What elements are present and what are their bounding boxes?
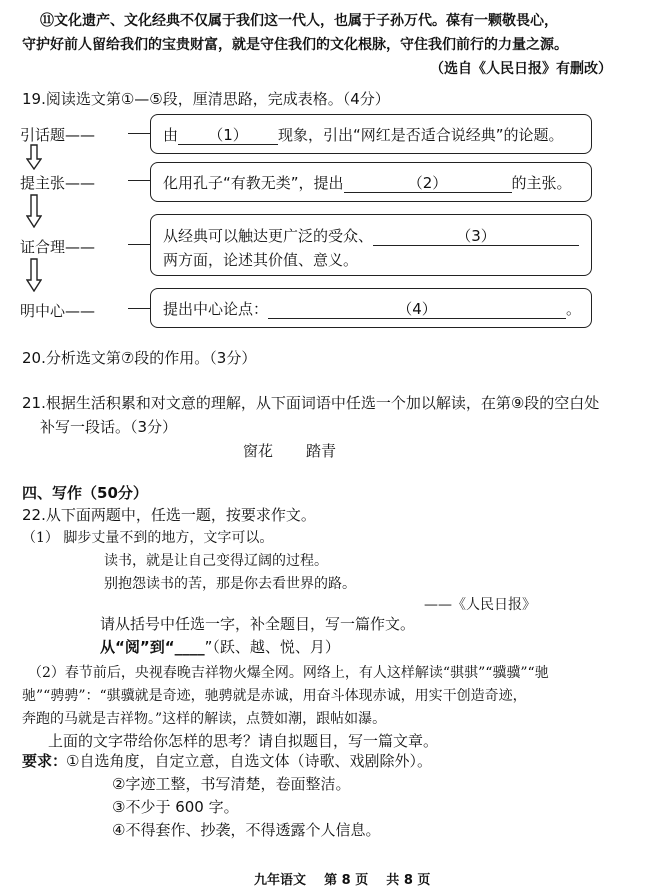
down-arrow-icon (26, 144, 42, 170)
q21-word-taqing: 踏青 (306, 442, 337, 460)
down-arrow-icon (26, 194, 42, 228)
para11-source: （选自《人民日报》有删改） (430, 61, 612, 77)
topic1-line3: 别抱怨读书的苦，那是你去看世界的路。 (104, 576, 356, 592)
topic2-line1: （2）春节前后，央视春晚吉祥物火爆全网。网络上，有人这样解读“骐骐”“骥骥”“驰 (28, 665, 549, 681)
label-ti-zhuzhang: 提主张—— (20, 174, 96, 192)
connector-line (128, 308, 150, 309)
row4-pre: 提出中心论点： (163, 300, 269, 318)
requirement-4: ④不得套作、抄袭，不得透露个人信息。 (112, 821, 381, 839)
row1-post: 现象，引出“网红是否适合说经典”的论题。 (278, 126, 564, 144)
down-arrow-icon (26, 258, 42, 292)
label-zheng-heli: 证合理—— (20, 238, 96, 256)
outline-box-2 (150, 162, 592, 202)
title-pre: 从“阅”到“ (100, 638, 175, 656)
row3-text (163, 225, 579, 246)
para11-line1: ⑪文化遗产、文化经典不仅属于我们这一代人，也属于子孙万代。葆有一颗敬畏心， (40, 13, 558, 29)
requirement-2: ②字迹工整，书写清楚，卷面整洁。 (112, 775, 351, 793)
outline-box-3 (150, 214, 592, 276)
topic1-source: ——《人民日报》 (424, 597, 536, 613)
topic1-requirement: 请从括号中任选一字，补全题目，写一篇作文。 (100, 615, 416, 633)
topic1-line2: 读书，就是让自己变得辽阔的过程。 (104, 553, 328, 569)
row2-text (163, 172, 572, 193)
blank-1[interactable]: （1） (178, 126, 278, 145)
para11-line2: 守护好前人留给我们的宝贵财富，就是守住我们的文化根脉，守住我们前行的力量之源。 (22, 37, 568, 53)
topic1-title (100, 636, 340, 657)
requirement-1: ①自选角度，自定立意，自选文体（诗歌、戏剧除外）。 (66, 752, 432, 770)
connector-line (128, 244, 150, 245)
q20-prompt: 20.分析选文第⑦段的作用。（3分） (22, 349, 257, 367)
connector-line (128, 133, 150, 134)
blank-3[interactable]: （3） (373, 227, 579, 246)
blank-2[interactable]: （2） (344, 174, 512, 193)
row1-text (163, 124, 564, 145)
row1-pre: 由 (163, 126, 179, 144)
title-post: ”（跃、越、悦、月） (204, 638, 340, 656)
q21-line2: 补写一段话。（3分） (40, 418, 178, 436)
q22-prompt: 22.从下面两题中，任选一题，按要求作文。 (22, 506, 316, 524)
row2-post: 的主张。 (511, 174, 572, 192)
writing-section-title: 四、写作（50分） (22, 484, 148, 502)
title-blank[interactable]: ____ (174, 638, 205, 656)
blank-4[interactable]: （4） (268, 300, 566, 319)
connector-line (128, 180, 150, 181)
row3-pre: 从经典可以触达更广泛的受众、 (163, 227, 374, 245)
label-ming-zhongxin: 明中心—— (20, 302, 96, 320)
q21-word-chuanghua: 窗花 (243, 442, 274, 460)
page-footer: 九年语文 第 8 页 共 8 页 (254, 873, 431, 888)
topic1-line1: （1） 脚步丈量不到的地方，文字可以。 (22, 530, 274, 546)
row4-text (163, 298, 581, 319)
row3-line2: 两方面，论述其价值、意义。 (163, 251, 359, 269)
outline-box-4 (150, 288, 592, 328)
requirements-label: 要求： (22, 752, 68, 770)
topic2-line2: 驰”“骋骋”：“骐骥就是奇迹，驰骋就是赤诚，用奋斗体现赤诚，用实干创造奇迹， (22, 688, 527, 704)
outline-box-1 (150, 114, 592, 154)
topic2-line4: 上面的文字带给你怎样的思考？请自拟题目，写一篇文章。 (48, 732, 439, 750)
q21-line1: 21.根据生活积累和对文意的理解，从下面词语中任选一个加以解读，在第⑨段的空白处 (22, 394, 600, 412)
topic2-line3: 奔跑的马就是吉祥物。”这样的解读，点赞如潮，跟帖如瀑。 (22, 711, 387, 727)
label-yin-huati: 引话题—— (20, 126, 96, 144)
row2-pre: 化用孔子“有教无类”，提出 (163, 174, 344, 192)
requirement-3: ③不少于 600 字。 (112, 798, 239, 816)
row4-post: 。 (566, 300, 582, 318)
q19-prompt: 19.阅读选文第①—⑤段，厘清思路，完成表格。（4分） (22, 90, 390, 108)
